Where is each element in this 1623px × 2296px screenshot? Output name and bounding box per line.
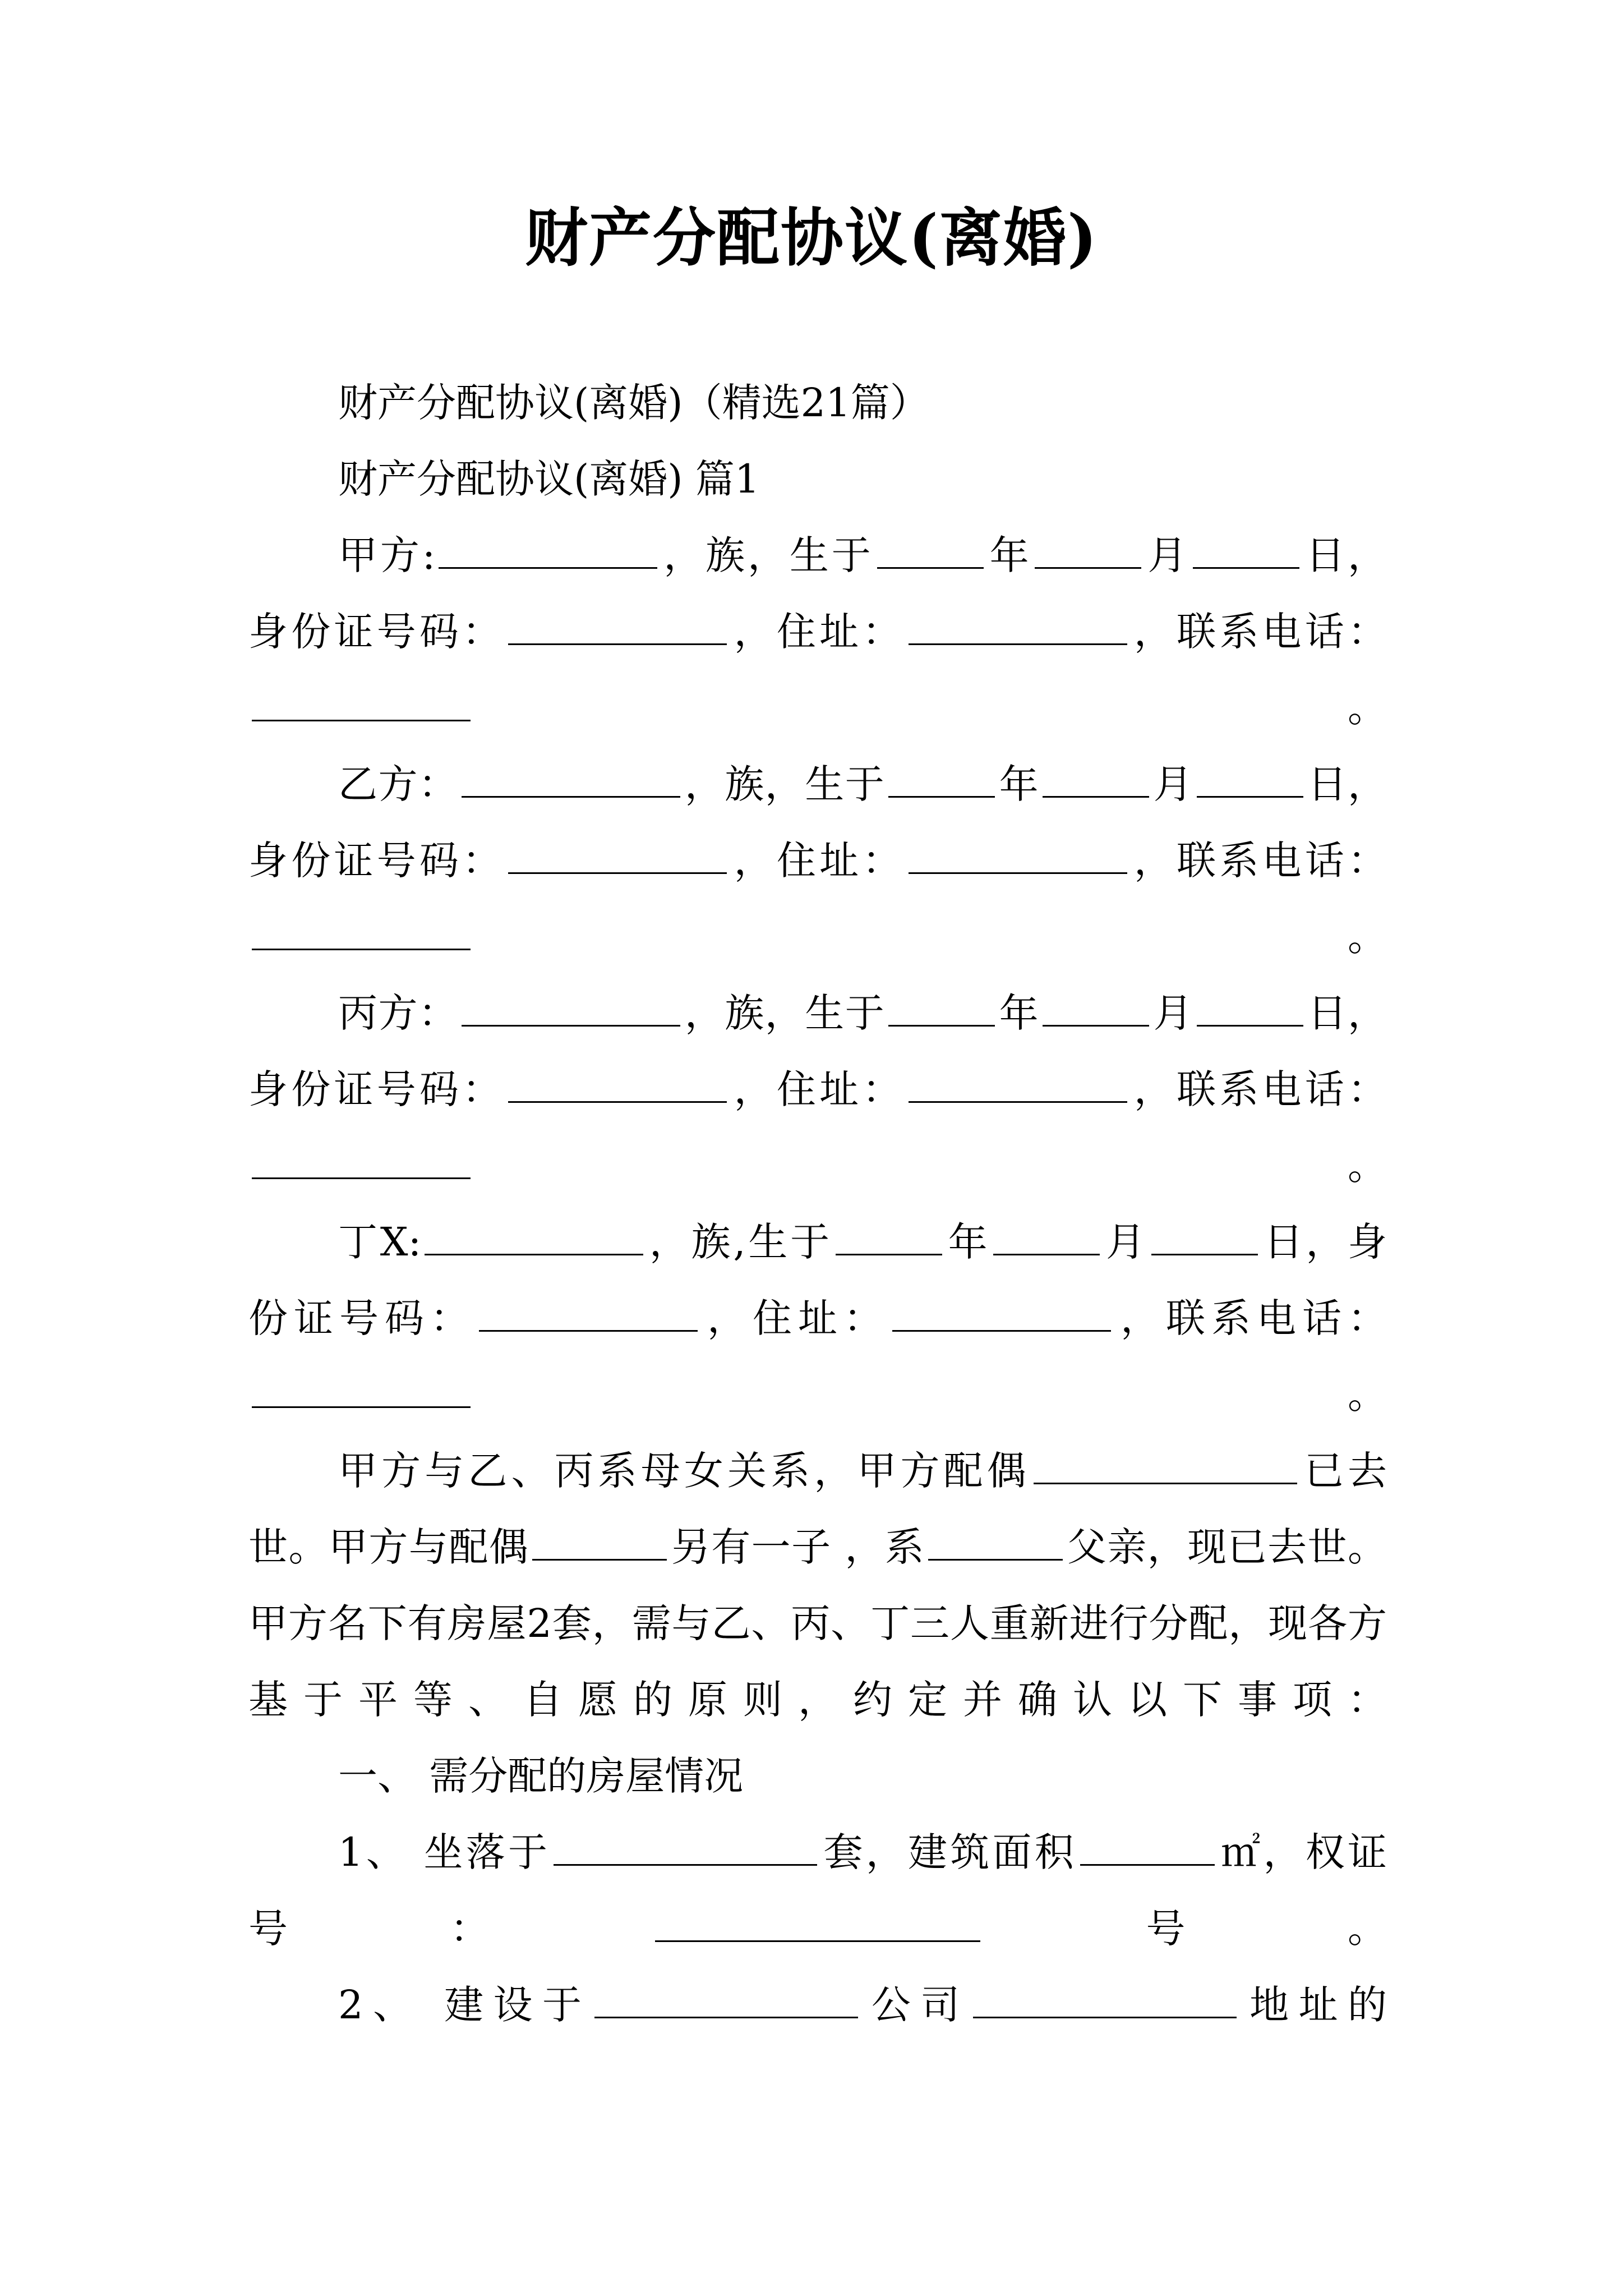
item-text: 2、 建设于 — [338, 1982, 592, 2028]
item-paragraph — [248, 1967, 1387, 2043]
relation-paragraph — [248, 1433, 1387, 1738]
relation-text: 父亲，现已去世。甲方名下有房屋2套，需与乙、丙、丁三人重新进行分配，现各方基于平等、自愿的原则，约定并确认以下事项： — [248, 1524, 1387, 1723]
clause-heading: 一、 需分配的房屋情况 — [338, 1753, 744, 1799]
name-blank — [462, 993, 680, 1027]
son-blank — [928, 1527, 1063, 1561]
party-text: 月 — [1103, 1219, 1148, 1265]
item-text: 地址的 — [1239, 1982, 1387, 2028]
name-blank — [439, 536, 657, 569]
party-text: ，住址： — [701, 1295, 889, 1341]
party-label: 丁X: — [338, 1219, 422, 1265]
day-blank — [1193, 536, 1299, 569]
year-blank — [836, 1222, 942, 1255]
month-blank — [1043, 993, 1149, 1027]
party-text: ，族，生于 — [684, 761, 886, 807]
party-paragraph — [248, 746, 1387, 975]
item-text: 号。 — [984, 1906, 1387, 1952]
party-text: ，族,生于 — [647, 1219, 832, 1265]
phone-blank — [252, 1375, 471, 1408]
day-blank — [1197, 993, 1303, 1027]
document-body — [248, 365, 1387, 2043]
party-text: ，住址： — [730, 838, 905, 884]
party-text: ，联系电话： — [1114, 1295, 1387, 1341]
address-blank — [909, 841, 1127, 874]
party-text: 。 — [474, 1143, 1387, 1189]
day-blank — [1197, 765, 1303, 798]
party-text: 。 — [474, 685, 1387, 731]
id-blank — [508, 612, 727, 645]
party-text: 月 — [1152, 761, 1194, 807]
id-blank — [508, 1070, 727, 1103]
party-text: ，族，生于 — [661, 532, 874, 578]
party-text: 年 — [945, 1219, 990, 1265]
certificate-blank — [655, 1909, 980, 1942]
item-text: 套，建筑面积 — [820, 1829, 1077, 1875]
party-text: 年 — [986, 532, 1032, 578]
party-text: ，联系电话： — [1130, 609, 1387, 655]
address-blank — [909, 612, 1127, 645]
party-label: 丙方： — [338, 990, 459, 1036]
area-blank — [1080, 1833, 1215, 1866]
phone-blank — [252, 688, 471, 721]
party-text: 日，身份证号码： — [248, 990, 1387, 1112]
party-label: 乙方： — [338, 761, 459, 807]
phone-blank — [252, 1146, 471, 1179]
year-blank — [877, 536, 984, 569]
party-paragraph — [248, 975, 1387, 1204]
year-blank — [888, 993, 995, 1027]
party-text: 年 — [998, 990, 1040, 1036]
spouse-blank — [1034, 1451, 1297, 1484]
party-text: 。 — [474, 1372, 1387, 1418]
year-blank — [888, 765, 995, 798]
name-blank — [462, 765, 680, 798]
item-text: 1、 坐落于 — [338, 1829, 551, 1875]
party-text: 。 — [474, 914, 1387, 960]
id-blank — [479, 1299, 698, 1332]
month-blank — [1043, 765, 1149, 798]
party-text: 日，身份证号码： — [248, 532, 1387, 655]
address-blank — [892, 1299, 1111, 1332]
item-text: ㎡，权证号： — [248, 1829, 1387, 1952]
party-paragraph — [248, 517, 1387, 746]
party-text: ，族，生于 — [684, 990, 886, 1036]
party-text: 日，身份证号码： — [248, 761, 1387, 884]
section-heading: 财产分配协议(离婚) 篇1 — [338, 456, 760, 502]
party-text: ，住址： — [730, 609, 905, 655]
month-blank — [993, 1222, 1100, 1255]
party-text: ，联系电话： — [1130, 838, 1387, 884]
party-label: 甲方: — [338, 532, 436, 578]
spouse-name-blank — [532, 1527, 667, 1561]
item-text: 公司 — [861, 1982, 970, 2028]
party-paragraph — [248, 1204, 1387, 1433]
relation-text: 已去世。甲方与配偶 — [248, 1448, 1387, 1570]
company-blank — [594, 1985, 858, 2018]
location-blank — [554, 1833, 817, 1866]
relation-text: 甲方与乙、丙系母女关系，甲方配偶 — [338, 1448, 1030, 1494]
id-blank — [508, 841, 727, 874]
day-blank — [1151, 1222, 1258, 1255]
document-title: 财产分配协议(离婚) — [525, 201, 1098, 275]
party-text: ，联系电话： — [1130, 1066, 1387, 1112]
party-text: 月 — [1152, 990, 1194, 1036]
party-text: 日，身份证号码： — [248, 1219, 1387, 1341]
month-blank — [1035, 536, 1141, 569]
relation-text: 另有一子 ，系 — [670, 1524, 925, 1570]
party-text: ，住址： — [730, 1066, 905, 1112]
name-blank — [425, 1222, 643, 1255]
address-blank — [909, 1070, 1127, 1103]
party-text: 年 — [998, 761, 1040, 807]
intro-line: 财产分配协议(离婚)（精选21篇） — [338, 380, 929, 426]
item-paragraph — [248, 1814, 1387, 1967]
address-blank — [973, 1985, 1237, 2018]
phone-blank — [252, 917, 471, 950]
party-text: 月 — [1145, 532, 1190, 578]
